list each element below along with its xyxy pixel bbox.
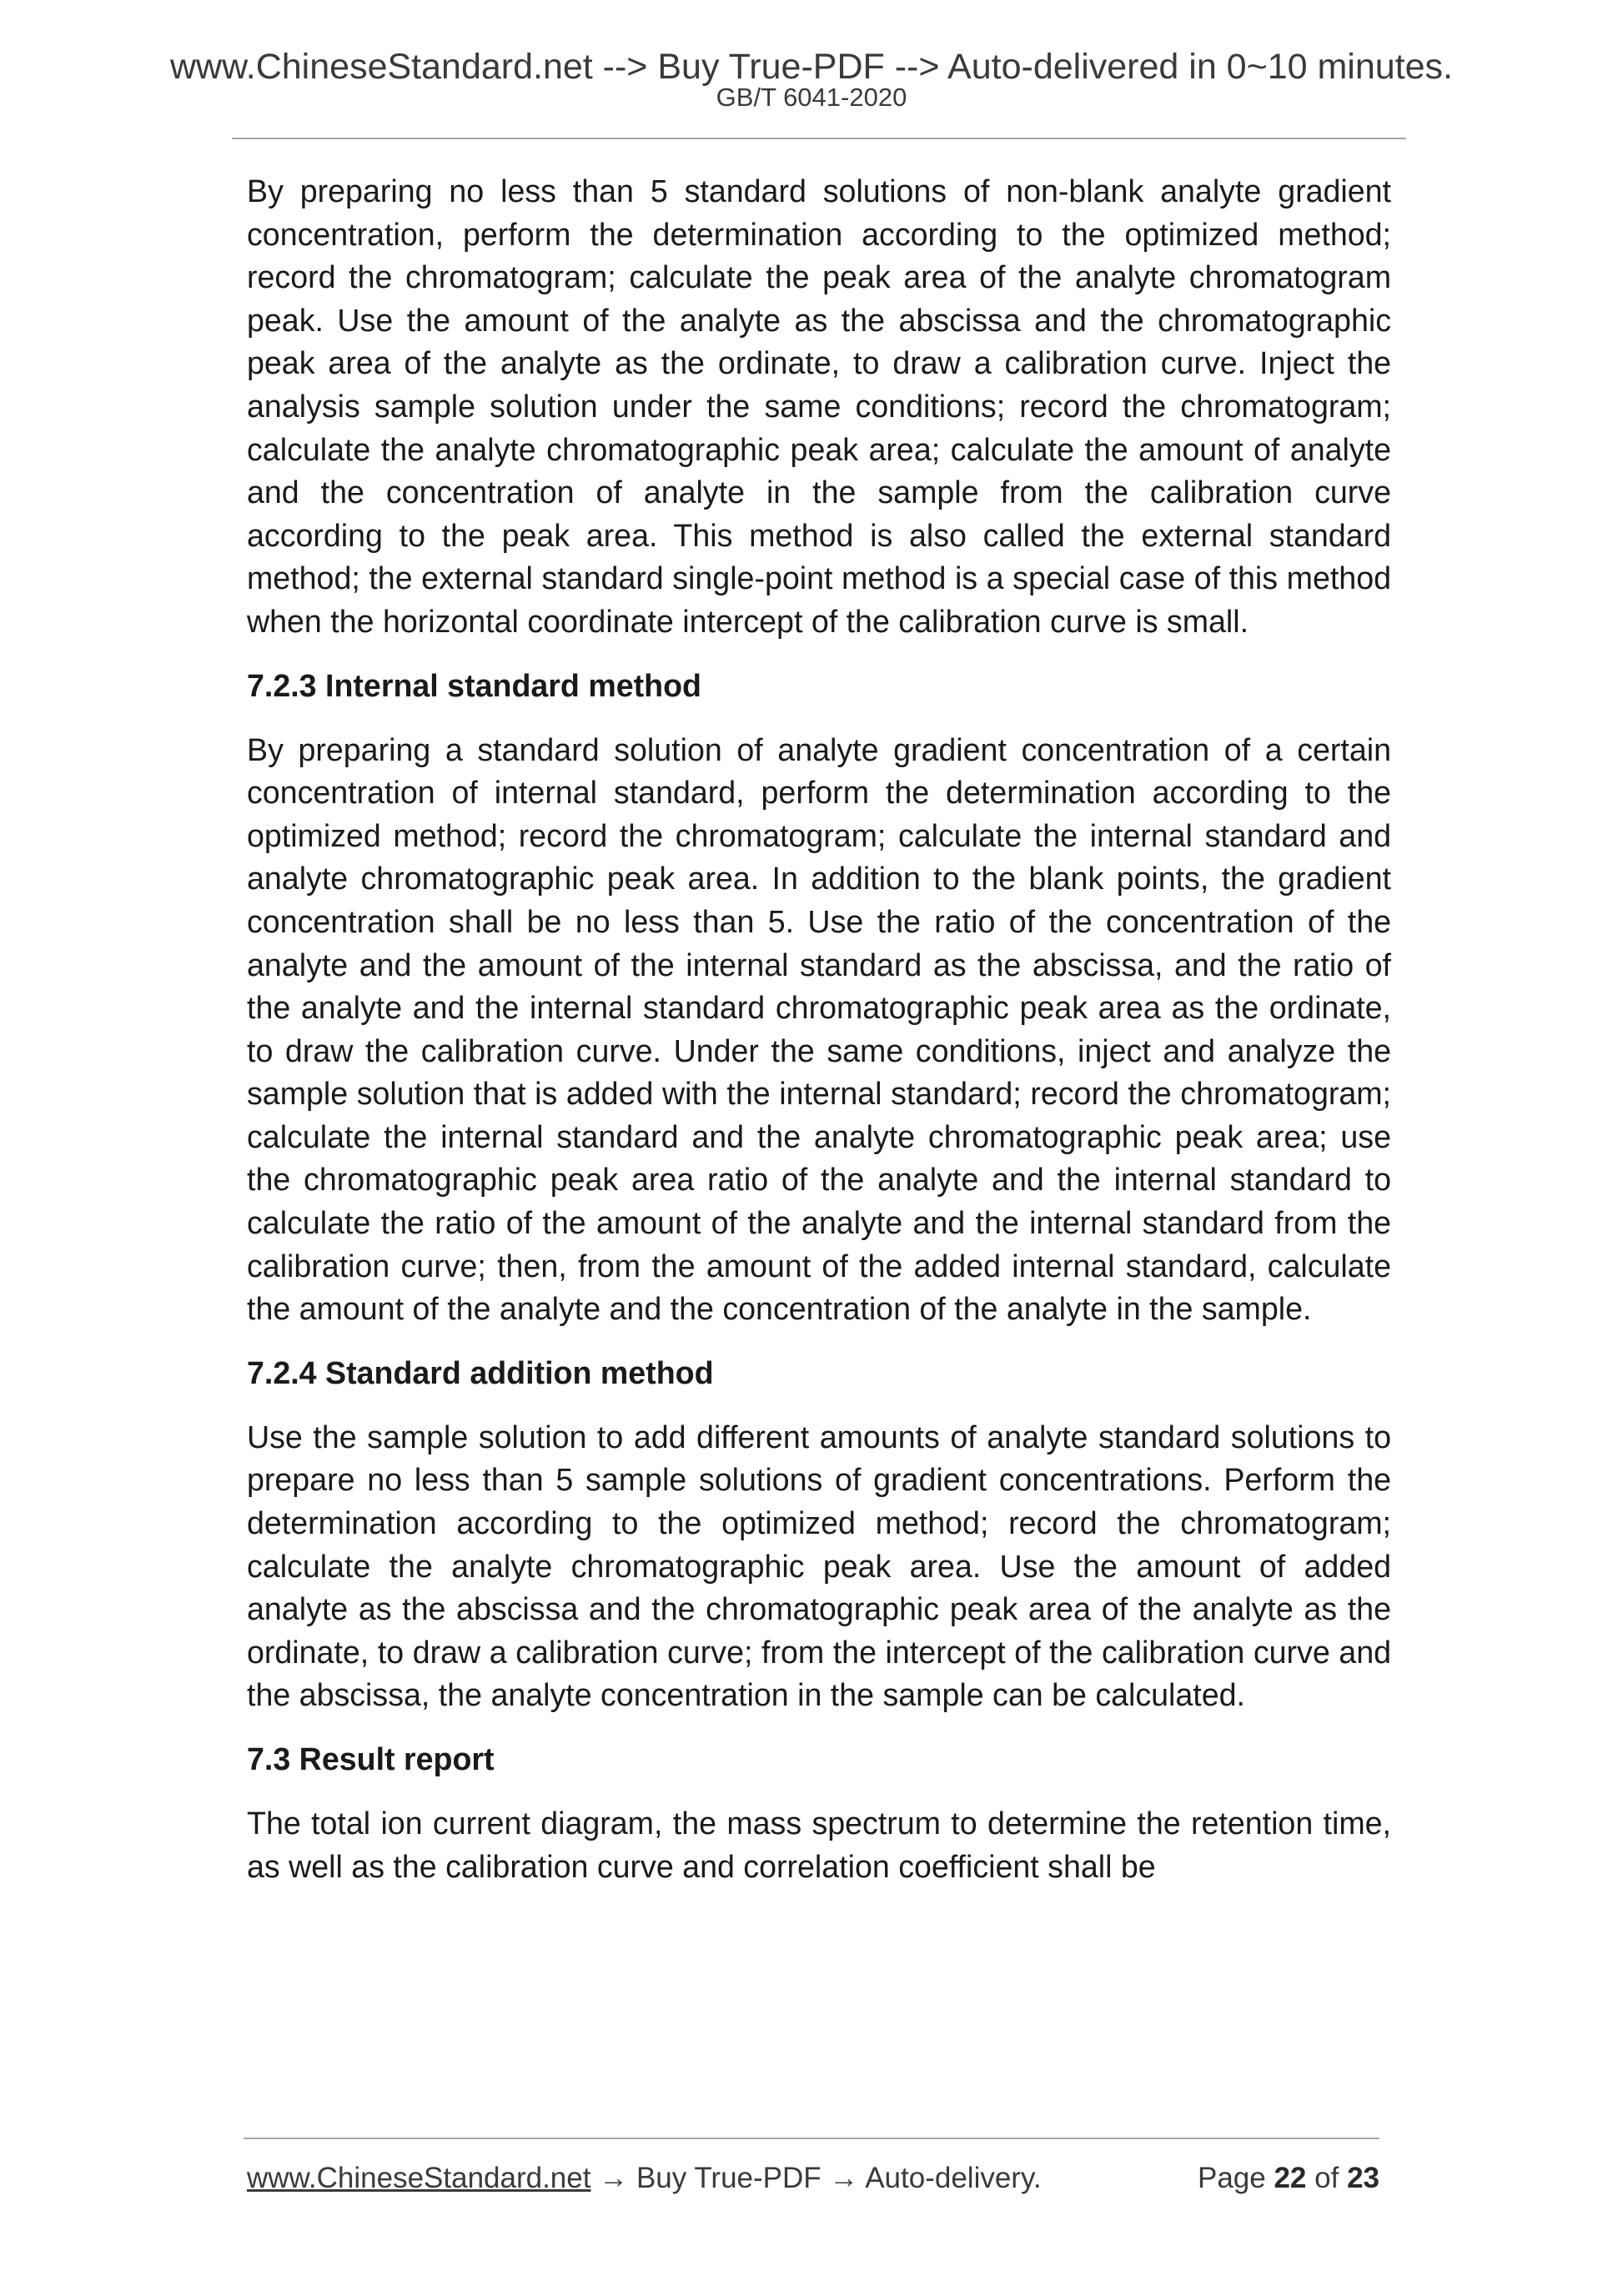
- page-total: 23: [1347, 2162, 1379, 2194]
- of-label: of: [1314, 2162, 1339, 2194]
- page-number: 22: [1274, 2162, 1307, 2194]
- footer-site-link[interactable]: www.ChineseStandard.net: [247, 2162, 591, 2194]
- footer-buy-text: Buy True-PDF: [636, 2162, 822, 2194]
- top-banner: www.ChineseStandard.net --> Buy True-PDF --> Auto-delivered in 0~10 minutes.: [169, 47, 1453, 87]
- header-divider: [232, 138, 1406, 139]
- page-content: [247, 170, 1391, 1908]
- paragraph-standard-addition: Use the sample solution to add different amounts of analyte standard solutions to prepare no less than 5 sample solutions of gradient concentrations. Perform the determination according to the optimized method; record the chromatogram; calculate the analyte chromatographic peak area. Use the amount of added analyte as the abscissa and the chromatographic peak area of the analyte as the ordinate, to draw a calibration curve; from the intercept of the calibration curve and the abscissa, the analyte concentration in the sample can be calculated.: [247, 1419, 1391, 1713]
- heading-result-report: 7.3 Result report: [247, 1741, 495, 1776]
- paragraph-result-report: The total ion current diagram, the mass spectrum to determine the retention time, as well as the calibration curve and correlation coefficient shall be: [247, 1806, 1391, 1884]
- paragraph-external-standard: By preparing no less than 5 standard solutions of non-blank analyte gradient concentration, perform the determination according to the optimized method; record the chromatogram; calculate the peak area of the analyte chromatogram peak. Use the amount of the analyte as the abscissa and the chromatographic peak area of the analyte as the ordinate, to draw a calibration curve. Inject the analysis sample solution under the same conditions; record the chromatogram; calculate the analyte chromatographic peak area; calculate the amount of analyte and the concentration of analyte in the sample from the calibration curve according to the peak area. This method is also called the external standard method; the external standard single-point method is a special case of this method when the horizontal coordinate intercept of the calibration curve is small.: [247, 173, 1391, 639]
- heading-internal-standard-method: 7.2.3 Internal standard method: [247, 667, 702, 703]
- arrow-right-icon: →: [829, 2162, 859, 2194]
- footer-delivery-text: Auto-delivery.: [865, 2162, 1042, 2194]
- document-code: GB/T 6041-2020: [716, 83, 907, 112]
- paragraph-internal-standard: By preparing a standard solution of analyte gradient concentration of a certain concentration of internal standard, perform the determination according to the optimized method; record the chromatogram; calculate the internal standard and analyte chromatographic peak area. In addition to the blank points, the gradient concentration shall be no less than 5. Use the ratio of the concentration of the analyte and the amount of the internal standard as the abscissa, and the ratio of the analyte and the internal standard chromatographic peak area as the ordinate, to draw the calibration curve. Under the same conditions, inject and analyze the sample solution that is added with the internal standard; record the chromatogram; calculate the internal standard and the analyte chromatographic peak area; use the chromatographic peak area ratio of the analyte and the internal standard to calculate the ratio of the amount of the analyte and the internal standard from the calibration curve; then, from the amount of the added internal standard, calculate the amount of the analyte and the concentration of the analyte in the sample.: [247, 731, 1391, 1327]
- page-label: Page: [1197, 2162, 1266, 2194]
- footer-left: [247, 2160, 1042, 2197]
- arrow-right-icon: →: [599, 2162, 629, 2194]
- heading-standard-addition-method: 7.2.4 Standard addition method: [247, 1354, 714, 1390]
- page-indicator: [1198, 2160, 1379, 2197]
- footer-divider: [244, 2138, 1379, 2139]
